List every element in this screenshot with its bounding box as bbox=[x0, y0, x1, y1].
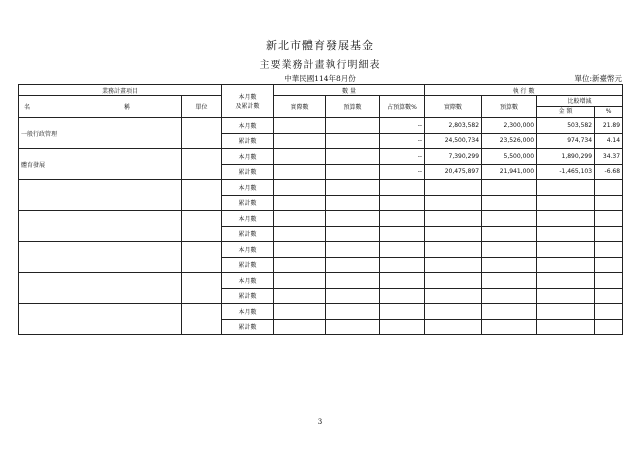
diff-amt-cell bbox=[537, 195, 595, 211]
table-row bbox=[19, 242, 623, 258]
diff-pct-cell bbox=[595, 180, 623, 196]
actual-qty-cell bbox=[274, 118, 326, 134]
item-unit-cell bbox=[182, 242, 222, 273]
diff-pct-cell bbox=[595, 195, 623, 211]
actual-amt-cell bbox=[425, 304, 482, 320]
report-title: 主要業務計畫執行明細表 bbox=[259, 60, 381, 71]
ratio-cell: -- bbox=[380, 118, 425, 134]
actual-qty-cell bbox=[274, 180, 326, 196]
table-row bbox=[19, 211, 623, 227]
actual-qty-cell bbox=[274, 211, 326, 227]
budget-amt-cell bbox=[482, 319, 537, 335]
diff-amt-cell: -1,465,103 bbox=[537, 164, 595, 180]
diff-amt-cell bbox=[537, 304, 595, 320]
budget-qty-cell bbox=[326, 149, 380, 165]
budget-qty-cell bbox=[326, 319, 380, 335]
table-row bbox=[19, 149, 623, 165]
ratio-cell bbox=[380, 195, 425, 211]
actual-amt-cell: 7,390,299 bbox=[425, 149, 482, 165]
actual-amt-cell bbox=[425, 242, 482, 258]
budget-qty-cell bbox=[326, 288, 380, 304]
diff-amt-cell bbox=[537, 242, 595, 258]
diff-amt-cell bbox=[537, 319, 595, 335]
diff-amt-cell bbox=[537, 226, 595, 242]
ratio-cell bbox=[380, 180, 425, 196]
budget-amt-cell bbox=[482, 211, 537, 227]
ratio-cell: -- bbox=[380, 164, 425, 180]
period-label-cell: 累計數 bbox=[222, 195, 274, 211]
period-label-cell: 累計數 bbox=[222, 164, 274, 180]
ratio-cell bbox=[380, 304, 425, 320]
actual-qty-cell bbox=[274, 257, 326, 273]
diff-pct-cell bbox=[595, 242, 623, 258]
budget-amt-cell bbox=[482, 180, 537, 196]
item-name-cell bbox=[19, 242, 182, 273]
header-diff-amount: 金 額 bbox=[537, 107, 595, 117]
actual-amt-cell bbox=[425, 273, 482, 289]
header-execution-group: 執 行 數 bbox=[425, 85, 623, 96]
period-label-cell: 累計數 bbox=[222, 319, 274, 335]
ratio-cell bbox=[380, 211, 425, 227]
diff-pct-cell: 4.14 bbox=[595, 133, 623, 149]
item-name-cell bbox=[19, 211, 182, 242]
actual-qty-cell bbox=[274, 226, 326, 242]
budget-qty-cell bbox=[326, 133, 380, 149]
table-row bbox=[19, 273, 623, 289]
header-compare-label: 比較增減 bbox=[537, 96, 622, 107]
header-period-line1: 本月數 bbox=[238, 94, 257, 101]
actual-qty-cell bbox=[274, 288, 326, 304]
header-budget-qty: 預算數 bbox=[326, 96, 380, 118]
period-label-cell: 本月數 bbox=[222, 273, 274, 289]
period-label-cell: 本月數 bbox=[222, 242, 274, 258]
diff-pct-cell bbox=[595, 288, 623, 304]
budget-qty-cell bbox=[326, 226, 380, 242]
budget-amt-cell bbox=[482, 304, 537, 320]
budget-amt-cell bbox=[482, 226, 537, 242]
ratio-cell bbox=[380, 319, 425, 335]
diff-pct-cell bbox=[595, 319, 623, 335]
diff-pct-cell: 21.89 bbox=[595, 118, 623, 134]
actual-amt-cell bbox=[425, 288, 482, 304]
diff-amt-cell: 503,582 bbox=[537, 118, 595, 134]
actual-amt-cell bbox=[425, 180, 482, 196]
diff-amt-cell: 974,734 bbox=[537, 133, 595, 149]
period-label-cell: 本月數 bbox=[222, 118, 274, 134]
actual-amt-cell bbox=[425, 226, 482, 242]
budget-qty-cell bbox=[326, 304, 380, 320]
diff-amt-cell bbox=[537, 211, 595, 227]
org-title: 新北市體育發展基金 bbox=[266, 39, 374, 52]
ratio-cell bbox=[380, 257, 425, 273]
diff-amt-cell bbox=[537, 273, 595, 289]
actual-amt-cell bbox=[425, 319, 482, 335]
item-unit-cell bbox=[182, 273, 222, 304]
ratio-cell bbox=[380, 226, 425, 242]
header-period-col bbox=[222, 85, 274, 118]
period-label-cell: 本月數 bbox=[222, 211, 274, 227]
diff-pct-cell bbox=[595, 273, 623, 289]
item-unit-cell bbox=[182, 304, 222, 335]
actual-amt-cell: 2,803,582 bbox=[425, 118, 482, 134]
budget-qty-cell bbox=[326, 195, 380, 211]
budget-amt-cell: 2,300,000 bbox=[482, 118, 537, 134]
execution-detail-table bbox=[18, 84, 623, 335]
table-row bbox=[19, 304, 623, 320]
budget-amt-cell bbox=[482, 242, 537, 258]
ratio-cell bbox=[380, 288, 425, 304]
budget-amt-cell: 23,526,000 bbox=[482, 133, 537, 149]
diff-pct-cell bbox=[595, 211, 623, 227]
header-period-line2: 及累計數 bbox=[235, 103, 260, 110]
diff-pct-cell bbox=[595, 304, 623, 320]
diff-pct-cell: -6.68 bbox=[595, 164, 623, 180]
budget-amt-cell bbox=[482, 257, 537, 273]
period-label-cell: 累計數 bbox=[222, 133, 274, 149]
actual-qty-cell bbox=[274, 149, 326, 165]
item-unit-cell bbox=[182, 180, 222, 211]
page-number: 3 bbox=[317, 418, 323, 426]
header-item-group: 業務計畫項目 bbox=[19, 85, 222, 96]
budget-amt-cell bbox=[482, 195, 537, 211]
ratio-cell bbox=[380, 242, 425, 258]
budget-qty-cell bbox=[326, 211, 380, 227]
header-budget-amt: 預算數 bbox=[482, 96, 537, 118]
ratio-cell: -- bbox=[380, 133, 425, 149]
diff-pct-cell: 34.37 bbox=[595, 149, 623, 165]
budget-amt-cell bbox=[482, 273, 537, 289]
actual-amt-cell bbox=[425, 211, 482, 227]
period-label-cell: 累計數 bbox=[222, 226, 274, 242]
budget-qty-cell bbox=[326, 257, 380, 273]
period-label-cell: 本月數 bbox=[222, 149, 274, 165]
header-diff-percent: % bbox=[605, 108, 612, 115]
diff-pct-cell bbox=[595, 226, 623, 242]
actual-qty-cell bbox=[274, 304, 326, 320]
table-row bbox=[19, 180, 623, 196]
actual-amt-cell bbox=[425, 257, 482, 273]
item-name-cell bbox=[19, 273, 182, 304]
header-ratio: 占預算數% bbox=[380, 96, 425, 118]
header-actual-qty: 實際數 bbox=[274, 96, 326, 118]
item-name-cell bbox=[19, 304, 182, 335]
diff-pct-cell bbox=[595, 257, 623, 273]
period-label-cell: 累計數 bbox=[222, 257, 274, 273]
header-unit: 單位 bbox=[182, 96, 222, 118]
budget-qty-cell bbox=[326, 180, 380, 196]
actual-qty-cell bbox=[274, 133, 326, 149]
diff-amt-cell bbox=[537, 257, 595, 273]
budget-amt-cell bbox=[482, 288, 537, 304]
diff-amt-cell bbox=[537, 180, 595, 196]
budget-qty-cell bbox=[326, 164, 380, 180]
item-unit-cell bbox=[182, 149, 222, 180]
ratio-cell: -- bbox=[380, 149, 425, 165]
period-label-cell: 本月數 bbox=[222, 304, 274, 320]
actual-qty-cell bbox=[274, 164, 326, 180]
ratio-cell bbox=[380, 273, 425, 289]
item-unit-cell bbox=[182, 211, 222, 242]
item-name-cell bbox=[19, 180, 182, 211]
diff-amt-cell bbox=[537, 288, 595, 304]
report-period: 中華民國114年8月份 bbox=[284, 74, 356, 83]
item-unit-cell bbox=[182, 118, 222, 149]
currency-unit: 單位:新臺幣元 bbox=[574, 74, 622, 83]
budget-qty-cell bbox=[326, 273, 380, 289]
actual-qty-cell bbox=[274, 273, 326, 289]
actual-qty-cell bbox=[274, 319, 326, 335]
budget-qty-cell bbox=[326, 242, 380, 258]
header-quantity-group: 數 量 bbox=[274, 85, 425, 96]
actual-amt-cell bbox=[425, 195, 482, 211]
item-name-cell: 一般行政管理 bbox=[19, 118, 182, 149]
actual-amt-cell: 24,500,734 bbox=[425, 133, 482, 149]
actual-qty-cell bbox=[274, 242, 326, 258]
actual-qty-cell bbox=[274, 195, 326, 211]
table-row bbox=[19, 118, 623, 134]
period-label-cell: 本月數 bbox=[222, 180, 274, 196]
diff-amt-cell: 1,890,299 bbox=[537, 149, 595, 165]
period-label-cell: 累計數 bbox=[222, 288, 274, 304]
budget-amt-cell: 21,941,000 bbox=[482, 164, 537, 180]
header-actual-amt: 實際數 bbox=[425, 96, 482, 118]
header-name: 名 稱 bbox=[19, 96, 182, 118]
actual-amt-cell: 20,475,897 bbox=[425, 164, 482, 180]
header-compare-group bbox=[537, 96, 623, 118]
budget-qty-cell bbox=[326, 118, 380, 134]
budget-amt-cell: 5,500,000 bbox=[482, 149, 537, 165]
item-name-cell: 體育發展 bbox=[19, 149, 182, 180]
